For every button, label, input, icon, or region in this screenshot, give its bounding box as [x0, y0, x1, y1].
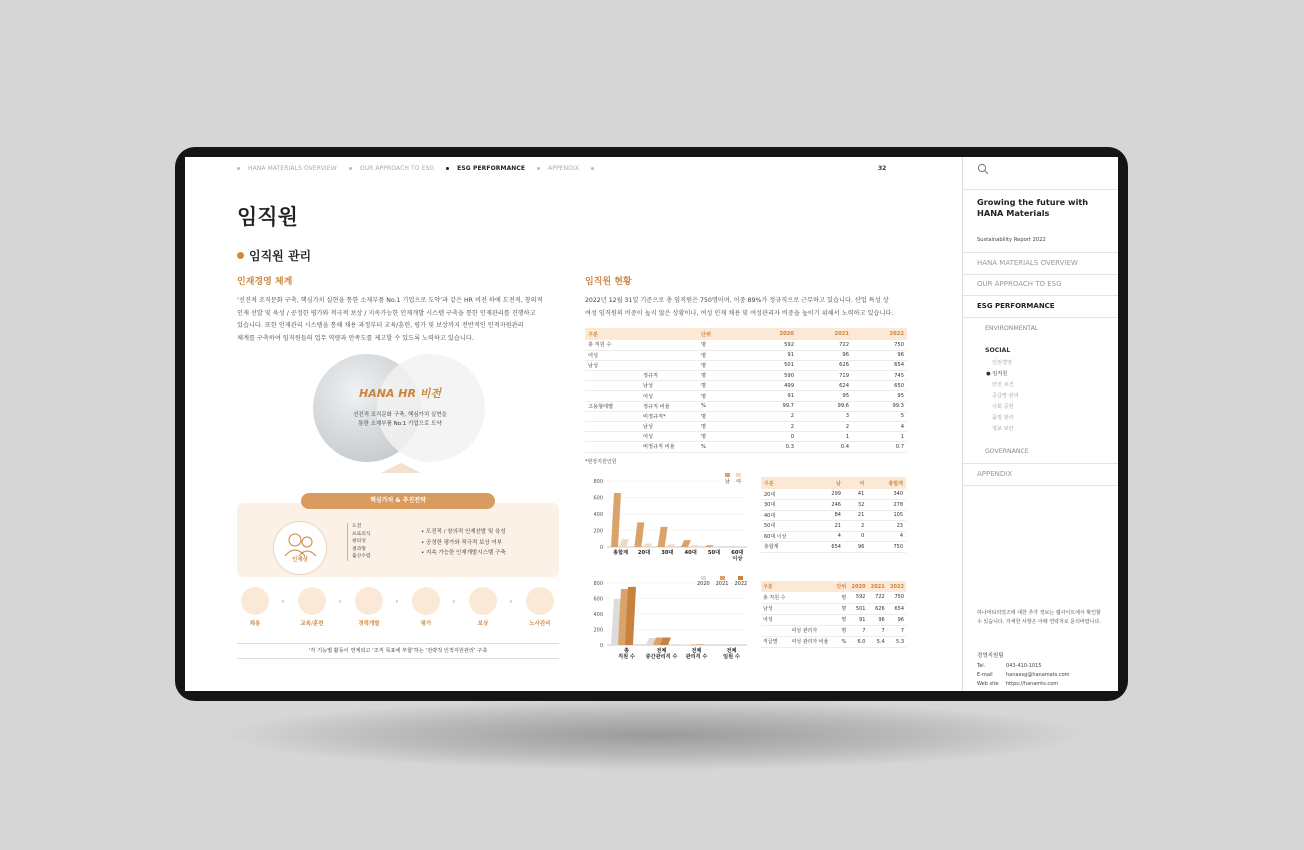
table-cell: 총 직원 수 [761, 592, 789, 603]
table-cell: 2 [844, 521, 867, 532]
table-row [585, 422, 907, 432]
report-page [185, 157, 962, 691]
table-cell: 278 [867, 500, 906, 511]
table-cell: 40대 [761, 510, 815, 521]
table-cell [789, 592, 833, 603]
table-cell: 722 [797, 340, 852, 350]
x-tick-label: 중간관리직 수 [645, 654, 678, 660]
table-row [761, 521, 906, 532]
table-cell: % [698, 401, 742, 411]
table-cell: 명 [698, 340, 742, 350]
y-tick-label: 0 [599, 545, 603, 551]
table-cell: 여성 [761, 614, 789, 625]
table-cell: 여성 [640, 432, 698, 442]
management-table: 구분 단위 2020 2021 2022 총 직원 수 명 592 722 750 남성 명 501 626 654 여성 명 91 96 96 여성 관리자 명 7 7 7 직급별 여성 관리자 비율 % 6.0 5.4 5.3 [761, 581, 906, 648]
table-cell: % [698, 442, 742, 452]
table-cell: 654 [815, 542, 844, 553]
table-cell: 명 [698, 381, 742, 391]
vision-title: HANA HR 비전 [358, 387, 442, 400]
table-cell: 91 [742, 391, 797, 401]
bullet-icon [237, 252, 244, 259]
table-cell: 654 [887, 603, 906, 614]
bar-여-총합계 [619, 539, 629, 547]
table-cell: 105 [867, 510, 906, 521]
x-tick-label: 전체 [656, 648, 667, 654]
table-cell: 0.7 [852, 442, 907, 452]
table-cell: 여성 [640, 391, 698, 401]
triangle-divider [381, 463, 421, 473]
table-cell [585, 422, 640, 432]
table-cell: 명 [834, 614, 849, 625]
legend-male: 남 [725, 473, 730, 485]
table-cell: 남성 [640, 422, 698, 432]
core-values-list: 도전 프로의식 창의성 결과형 출산수렴 [347, 523, 387, 561]
vision-text: 선진적 조직문화 구축, 핵심가치 실현을 통한 소재부품 No.1 기업으로 도약 [353, 412, 447, 427]
table-cell: 3 [797, 411, 852, 421]
report-subtitle: Sustainability Report 2022 [977, 237, 1046, 243]
table-cell: 여성 관리자 비율 [789, 636, 833, 647]
table-cell: 91 [742, 350, 797, 360]
topnav-overview[interactable]: HANA MATERIALS OVERVIEW [237, 165, 337, 172]
x-tick-label: 직원 수 [618, 654, 635, 660]
screen [185, 157, 1118, 691]
x-tick-label: 임원 수 [723, 654, 740, 660]
table-cell: 고용형태별 [585, 401, 640, 411]
x-tick-label: 40대 [684, 550, 697, 556]
table-cell [640, 360, 698, 370]
age-gender-table: 구분 남 여 총합계 20대 299 41 340 30대 246 32 278 40대 84 21 105 50대 21 2 23 60대 이상 4 0 4 총합계 654 96 750 [761, 477, 906, 553]
diamond-icon [469, 587, 497, 615]
talent-label: 인재상 [292, 557, 308, 563]
table-cell [585, 381, 640, 391]
topnav-esg-performance[interactable]: ESG PERFORMANCE [446, 165, 525, 172]
hr-system-title: 인재경영 체계 [237, 277, 293, 287]
table-cell: 501 [848, 603, 867, 614]
table-cell: 여성 관리자 [789, 625, 833, 636]
table-cell: 1 [797, 432, 852, 442]
bar-남-20대 [634, 522, 644, 547]
core-values-pill: 핵심가치 & 추진전략 [301, 493, 495, 509]
table-cell: 501 [742, 360, 797, 370]
age-gender-chart [585, 475, 753, 567]
table-cell: 명 [698, 432, 742, 442]
legend-female: 여 [736, 473, 741, 485]
topnav-appendix[interactable]: APPENDIX [537, 165, 579, 172]
table-cell [585, 371, 640, 381]
step-labor: 노사관리 [522, 587, 558, 631]
step-evaluation: 평가 [408, 587, 444, 631]
table-cell [585, 411, 640, 421]
page-title: 임직원 [237, 205, 298, 229]
sidebar-leaf-supply-chain[interactable]: 공급망 관리 [992, 393, 1019, 399]
table-cell: 21 [815, 521, 844, 532]
table-cell: 96 [867, 614, 886, 625]
table-cell [789, 614, 833, 625]
table-cell: 2 [797, 422, 852, 432]
x-tick-label: 전체 [691, 648, 702, 654]
bar-여-20대 [642, 544, 652, 547]
bar-여-30대 [666, 544, 676, 547]
table-cell: 592 [848, 592, 867, 603]
x-tick-label: 총합계 [613, 550, 629, 556]
table-cell: 남성 [640, 381, 698, 391]
sidebar-leaf-social-contribution[interactable]: 사회 공헌 [992, 404, 1014, 410]
arrow-icon: › [395, 597, 399, 607]
table-cell: 654 [852, 360, 907, 370]
sidebar-nav-esg-performance[interactable]: ESG PERFORMANCE [977, 302, 1055, 310]
table-cell: 명 [834, 592, 849, 603]
table-cell: 남성 [761, 603, 789, 614]
y-tick-label: 400 [593, 512, 603, 518]
table-cell: 50대 [761, 521, 815, 532]
table-cell: 0 [844, 531, 867, 542]
table-cell: 4 [815, 531, 844, 542]
sidebar-info: 하나머티리얼즈에 대한 추가 정보는 웹사이트에서 확인할 수 있습니다. 자세한 사항은 아래 연락처로 문의바랍니다. [977, 610, 1101, 625]
sidebar-nav-overview[interactable]: HANA MATERIALS OVERVIEW [977, 259, 1078, 267]
table-row [585, 371, 907, 381]
table-cell: 95 [852, 391, 907, 401]
table-cell [789, 603, 833, 614]
table-row [585, 350, 907, 360]
table-row [585, 442, 907, 452]
table-cell [585, 442, 640, 452]
table-cell: 명 [834, 603, 849, 614]
bar-남-40대 [681, 540, 691, 547]
table-row [585, 340, 907, 350]
table-cell: 750 [852, 340, 907, 350]
table-cell: 84 [815, 510, 844, 521]
step-recruit: 채용 [237, 587, 273, 631]
legend-2020: 2020 [697, 576, 710, 587]
table-cell: 96 [852, 350, 907, 360]
top-navigation [237, 165, 614, 172]
table-cell: 비정규직 비율 [640, 442, 698, 452]
hr-system-paragraph: ‘선진적 조직문화 구축, 핵심가치 실현을 통한 소재부품 No.1 기업으로 도약’과 같은 HR 비전 하에 도전적, 창의적 인재 선발 및 육성 / 공정한 평가와 적극적 보상 / 지속가능한 인재개발 시스템 구축을 통한 인재관리를 진행하고 있습니다. 또한 인재관리 시스템을 통해 채용 과정부터 교육/훈련, 평가 및 보상까지 전반적인 인적자원관리 체계를 구축하여 임직원들의 업무 역량과 만족도를 제고할 수 있도록 노력하고 있습니다. [237, 297, 543, 342]
table-cell: 21 [844, 510, 867, 521]
y-tick-label: 600 [593, 495, 603, 502]
table-cell: 32 [844, 500, 867, 511]
labor-icon [526, 587, 554, 615]
table-cell: 1 [852, 432, 907, 442]
table-cell: 5.4 [867, 636, 886, 647]
sidebar-sub-environmental[interactable]: ENVIRONMENTAL [985, 325, 1039, 332]
device-shadow [230, 700, 1080, 770]
vision-circle-right [377, 354, 485, 462]
contact-tel: Tel. 043-410-1015 [977, 663, 1042, 669]
page-number: 32 [878, 165, 887, 172]
table-row [761, 531, 906, 542]
legend-2021: 2021 [716, 576, 729, 587]
y-tick-label: 400 [593, 612, 603, 618]
table-row [585, 360, 907, 370]
table-cell [585, 432, 640, 442]
step-reward: 보상 [465, 587, 501, 631]
sidebar-sub-social[interactable]: SOCIAL [985, 347, 1011, 354]
sidebar [962, 157, 1118, 691]
arrow-icon: › [281, 597, 285, 607]
table-cell: 총 직원 수 [585, 340, 640, 350]
table-cell: 96 [797, 350, 852, 360]
table-cell: 246 [815, 500, 844, 511]
employee-status-paragraph: 2022년 12월 31일 기준으로 총 임직원은 750명이며, 이중 89%가 정규직으로 근무하고 있습니다. 산업 특성 상 여성 임직원의 비중이 높지 않은 상황이나, 여성 인재 채용 및 여성관리자 비중을 높이기 위해서 노력하고 있습니다. [585, 297, 894, 317]
table-cell: 2 [742, 411, 797, 421]
table-cell: 722 [867, 592, 886, 603]
table-cell [585, 391, 640, 401]
table-cell: 명 [698, 350, 742, 360]
sidebar-leaf-quality[interactable]: 품질 관리 [992, 415, 1014, 421]
table-cell: 7 [887, 625, 906, 636]
table-cell: 명 [698, 422, 742, 432]
table-cell: 5.3 [887, 636, 906, 647]
table-cell: 91 [848, 614, 867, 625]
search-icon[interactable] [977, 163, 989, 178]
chart1-legend [725, 473, 741, 485]
table-cell: 0 [742, 432, 797, 442]
chart2-legend [697, 576, 747, 587]
step-training: 교육/훈련 [294, 587, 330, 631]
table-cell: 4 [852, 422, 907, 432]
sidebar-leaf-human-rights[interactable]: 인권경영 [992, 360, 1013, 366]
table-row [761, 636, 906, 647]
table-cell: 99.6 [797, 401, 852, 411]
table-cell: 60대 이상 [761, 531, 815, 542]
table-cell: 7 [867, 625, 886, 636]
table-row [761, 542, 906, 553]
table-cell: 624 [797, 381, 852, 391]
table-cell: 96 [844, 542, 867, 553]
career-icon [355, 587, 383, 615]
table-cell [640, 350, 698, 360]
y-tick-label: 0 [599, 643, 603, 649]
table-cell: 299 [815, 489, 844, 500]
table-cell: 남성 [585, 360, 640, 370]
legend-2022: 2022 [734, 576, 747, 587]
subheading: 임직원 관리 [237, 247, 311, 264]
recruit-icon [241, 587, 269, 615]
table-cell: 499 [742, 381, 797, 391]
table-cell: 정규직 비율 [640, 401, 698, 411]
talent-person-icon [273, 521, 327, 575]
arrow-icon: › [509, 597, 513, 607]
y-tick-label: 600 [593, 596, 603, 603]
table-row [761, 603, 906, 614]
table-cell: 명 [698, 360, 742, 370]
table-row [761, 614, 906, 625]
table-cell: 30대 [761, 500, 815, 511]
employee-table: 구분 단위 2020 2021 2022 총 직원 수 명 592 722 750 여성 명 91 96 96 남성 명 501 626 654 정규직 명 590 719 745 남성 명 499 624 650 여성 명 91 95 95 고용형태별 정규직 비율 % 99.7 99.6 99.3 비정규직* 명 2 3 5 남성 명 2 2 4 여성 명 0 1 1 비정규직 비율 % 0.3 0.4 0.7 [585, 328, 907, 453]
strategy-list: • 도전적 / 창의적 인재선발 및 육성 • 공정한 평가와 적극적 보상 여부 • 지속 가능한 인재개발시스템 구축 [421, 529, 506, 556]
table-cell: 626 [797, 360, 852, 370]
table-cell: 41 [844, 489, 867, 500]
table-row [761, 510, 906, 521]
table-row [585, 391, 907, 401]
table-cell: 0.4 [797, 442, 852, 452]
table-cell: % [834, 636, 849, 647]
arrow-icon: › [338, 597, 342, 607]
table-cell: 340 [867, 489, 906, 500]
step-career: 경력개발 [351, 587, 387, 631]
table-cell: 96 [887, 614, 906, 625]
report-title: Growing the future with HANA Materials [977, 197, 1089, 218]
table-cell: 명 [698, 411, 742, 421]
x-tick-label: 총 [623, 648, 630, 654]
table-cell: 592 [742, 340, 797, 350]
table-cell: 비정규직* [640, 411, 698, 421]
table-cell: 정규직 [640, 371, 698, 381]
table-cell: 99.7 [742, 401, 797, 411]
hr-footer-note: ‘각 기능별 활동이 연계되고 ‘조직 목표에 부합’하는 ‘전략적 인적자원관리’ 구축 [237, 643, 559, 659]
x-tick-label: 50대 [707, 550, 721, 556]
table-row [761, 489, 906, 500]
table-cell [640, 340, 698, 350]
sidebar-nav-approach[interactable]: OUR APPROACH TO ESG [977, 280, 1062, 288]
table-cell: 명 [698, 371, 742, 381]
table-cell: 5 [852, 411, 907, 421]
sidebar-nav-appendix[interactable]: APPENDIX [977, 470, 1013, 478]
x-tick-label: 관리직 수 [685, 654, 708, 660]
hr-process-steps [237, 587, 559, 633]
x-tick-label: 이상 [732, 556, 743, 562]
x-tick-label: 60대 [731, 550, 744, 556]
contact-email[interactable]: E-mail hanaesg@hanamats.com [977, 672, 1070, 678]
table-cell: 650 [852, 381, 907, 391]
bar-남-30대 [658, 527, 668, 547]
y-tick-label: 200 [593, 528, 603, 535]
x-tick-label: 30대 [661, 550, 674, 556]
table-cell: 590 [742, 371, 797, 381]
table-row [585, 411, 907, 421]
contact-title: 경영지원팀 [977, 653, 1004, 659]
table-cell: 99.3 [852, 401, 907, 411]
table-row [761, 625, 906, 636]
bar-남-총합계 [611, 493, 621, 547]
table-cell: 총합계 [761, 542, 815, 553]
table-row [761, 500, 906, 511]
table-cell: 20대 [761, 489, 815, 500]
contact-website[interactable]: Web site https://hanamts.com [977, 681, 1059, 687]
footnote: *현장지원인원 [585, 459, 617, 465]
x-tick-label: 20대 [637, 550, 651, 556]
table-cell: 2 [742, 422, 797, 432]
table-cell: 750 [887, 592, 906, 603]
table-row [585, 381, 907, 391]
table-cell: 6.0 [848, 636, 867, 647]
table-cell: 719 [797, 371, 852, 381]
table-cell [761, 625, 789, 636]
table-row [585, 432, 907, 442]
topnav-approach[interactable]: OUR APPROACH TO ESG [349, 165, 434, 172]
management-chart [585, 577, 753, 667]
evaluation-icon [412, 587, 440, 615]
y-tick-label: 200 [593, 627, 603, 634]
topnav-end [591, 167, 602, 170]
employee-status-title: 임직원 현황 [585, 277, 632, 287]
sidebar-leaf-security[interactable]: 정보 보안 [992, 426, 1014, 432]
arrow-icon: › [452, 597, 456, 607]
y-tick-label: 800 [593, 581, 603, 587]
table-cell: 626 [867, 603, 886, 614]
table-cell: 7 [848, 625, 867, 636]
table-cell: 23 [867, 521, 906, 532]
sidebar-leaf-employees[interactable]: ● 임직원 [986, 371, 1008, 377]
table-cell: 745 [852, 371, 907, 381]
x-tick-label: 전체 [726, 648, 737, 654]
y-tick-label: 800 [593, 479, 603, 485]
table-cell: 직급별 [761, 636, 789, 647]
table-cell: 4 [867, 531, 906, 542]
table-cell: 명 [698, 391, 742, 401]
sidebar-sub-governance[interactable]: GOVERNANCE [985, 448, 1029, 455]
table-cell: 명 [834, 625, 849, 636]
table-cell: 여성 [585, 350, 640, 360]
table-row [761, 592, 906, 603]
table-cell: 750 [867, 542, 906, 553]
table-row [585, 401, 907, 411]
training-icon [298, 587, 326, 615]
sidebar-leaf-safety[interactable]: 안전 보건 [992, 382, 1014, 388]
table-cell: 95 [797, 391, 852, 401]
table-cell: 0.3 [742, 442, 797, 452]
